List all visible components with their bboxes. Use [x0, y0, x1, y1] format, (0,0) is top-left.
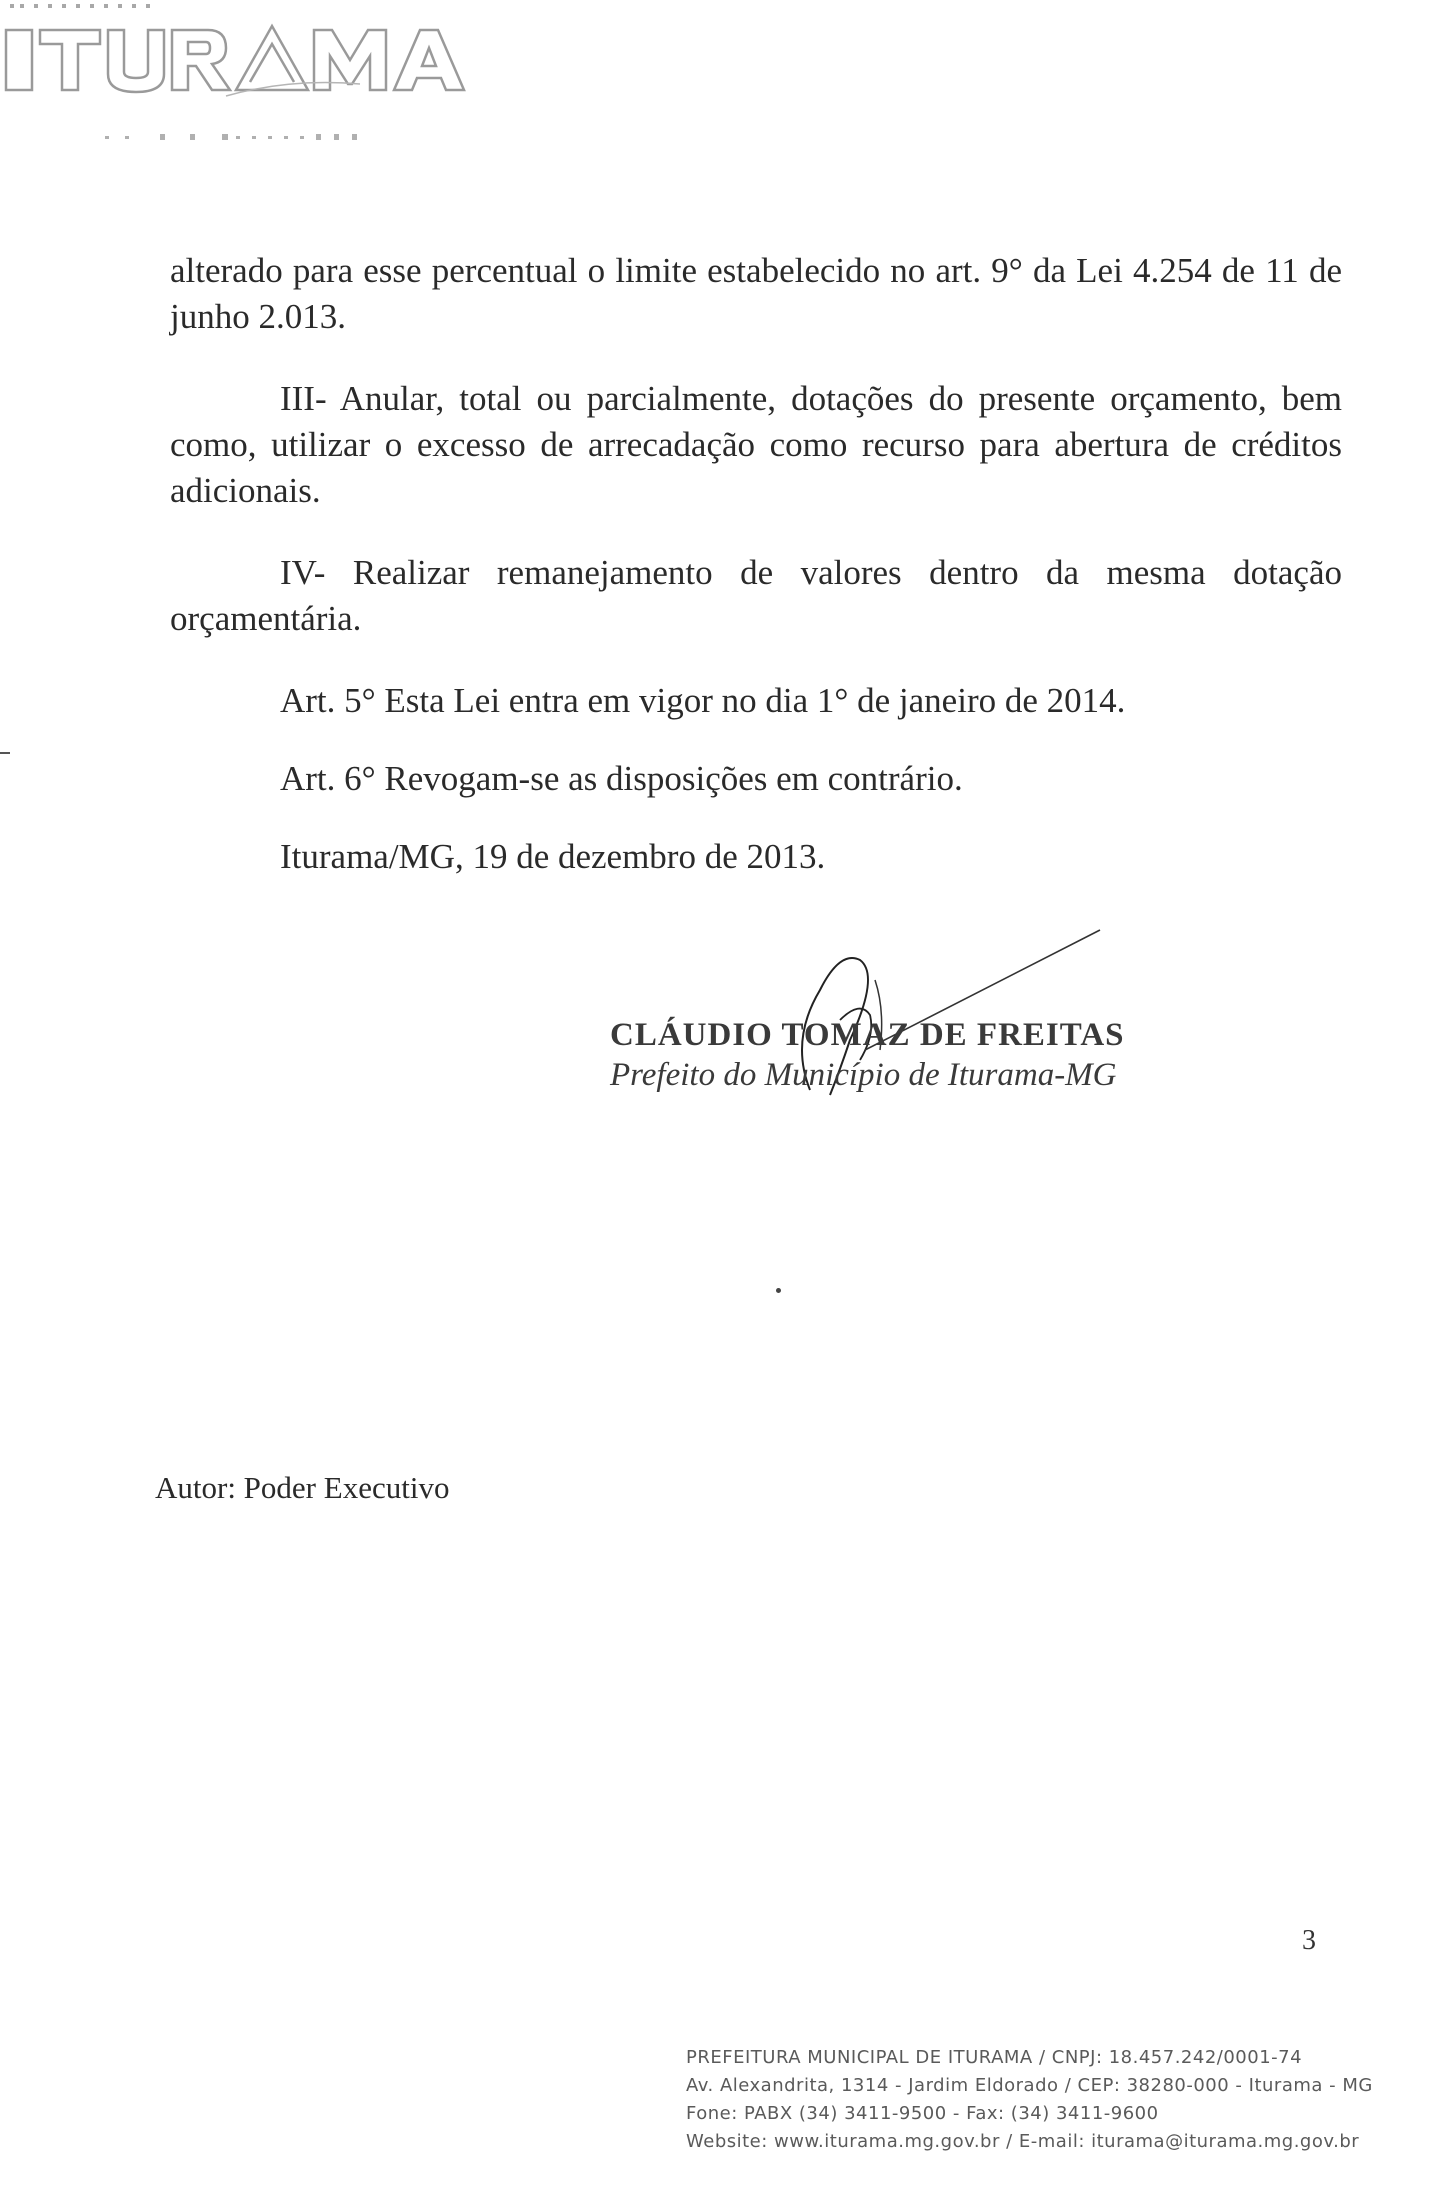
- signatory-name: CLÁUDIO TOMAZ DE FREITAS: [610, 1017, 1125, 1053]
- signature-block: [610, 1015, 1230, 1095]
- scan-mark: [0, 752, 10, 754]
- stray-dot: [776, 1288, 781, 1293]
- paragraph-continuation: alterado para esse percentual o limite estabelecido no art. 9° da Lei 4.254 de 11 de junho 2.013.: [170, 251, 1342, 336]
- document-body: [170, 248, 1342, 880]
- footer-line-phone: Fone: PABX (34) 3411-9500 - Fax: (34) 3411-9600: [686, 2103, 1159, 2124]
- footer-line-website: Website: www.iturama.mg.gov.br / E-mail: iturama@iturama.mg.gov.br: [686, 2131, 1360, 2152]
- paragraph-item-iii: III- Anular, total ou parcialmente, dotações do presente orçamento, bem como, utilizar o excesso de arrecadação como recurso para abertura de créditos adicionais.: [170, 379, 1342, 510]
- iturama-logo-graphic: [0, 0, 470, 160]
- page-number: 3: [1302, 1925, 1316, 1956]
- author-line: Autor: Poder Executivo: [155, 1470, 450, 1505]
- footer-line-cnpj: PREFEITURA MUNICIPAL DE ITURAMA / CNPJ: 18.457.242/0001-74: [686, 2047, 1303, 2068]
- signatory-role: Prefeito do Município de Iturama-MG: [610, 1057, 1117, 1093]
- paragraph-art-6: Art. 6° Revogam-se as disposições em contrário.: [280, 759, 963, 798]
- paragraph-item-iv: IV- Realizar remanejamento de valores dentro da mesma dotação orçamentária.: [170, 553, 1342, 638]
- footer-address: [686, 2044, 1406, 2156]
- paragraph-art-5: Art. 5° Esta Lei entra em vigor no dia 1° de janeiro de 2014.: [280, 681, 1126, 720]
- footer-line-address: Av. Alexandrita, 1314 - Jardim Eldorado / CEP: 38280-000 - Iturama - MG: [686, 2075, 1373, 2096]
- iturama-logo: [0, 0, 470, 160]
- date-line: Iturama/MG, 19 de dezembro de 2013.: [280, 837, 826, 876]
